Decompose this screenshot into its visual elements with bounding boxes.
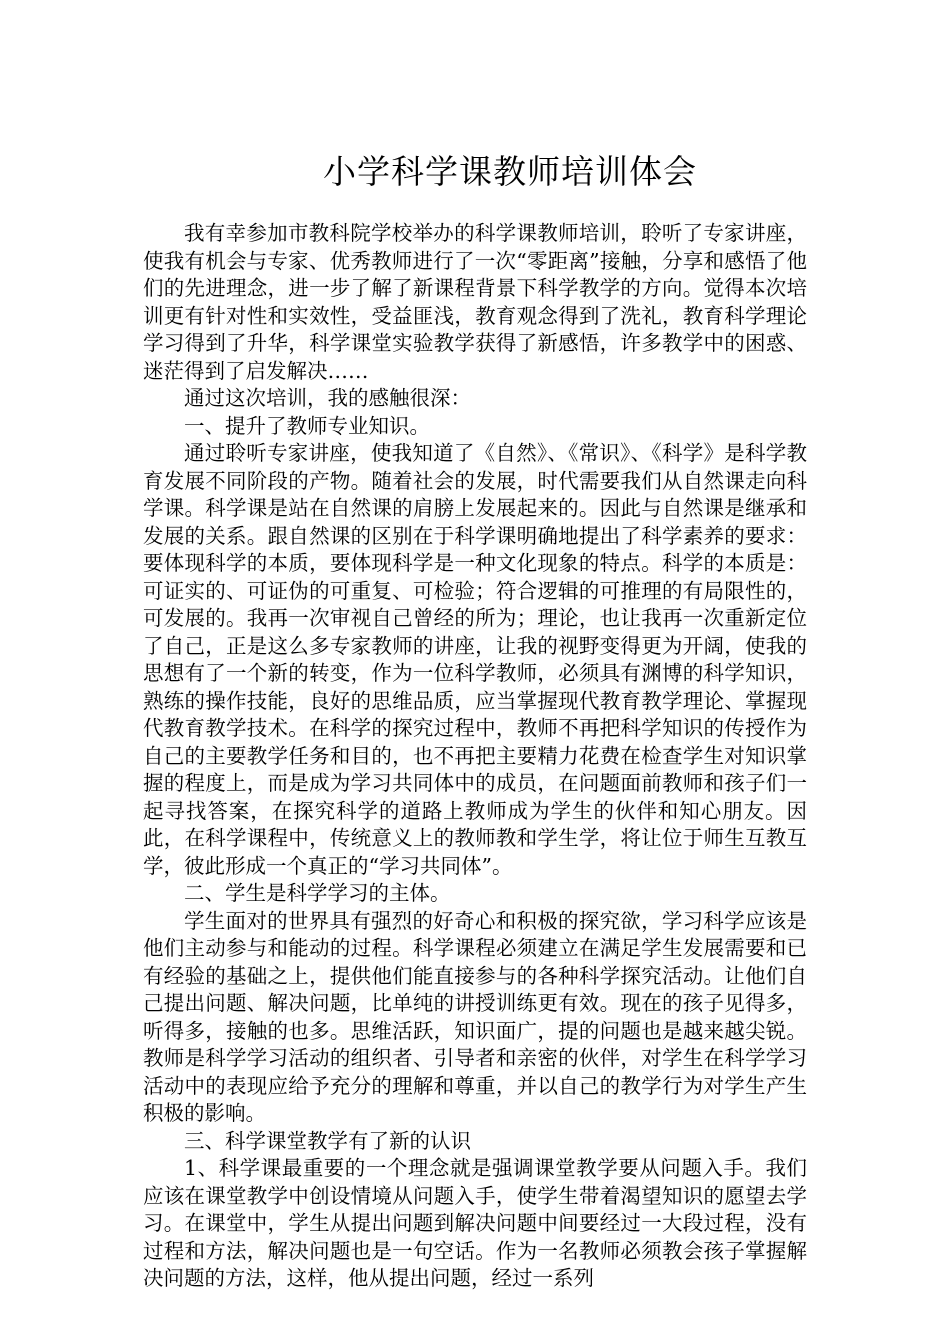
paragraph-section-1: 通过聆听专家讲座，使我知道了《自然》、《常识》、《科学》是科学教育发展不同阶段的产物。随着社会的发展，时代需要我们从自然课走向科学课。科学课是站在自然课的肩膀上发展起来的。因此与自然课是继承和发展的关系。跟自然课的区别在于科学课明确地提出了科学素养的要求：要体现科学的本质，要体现科学是一种文化现象的特点。科学的本质是：可证实的、可证伪的可重复、可检验；符合逻辑的可推理的有局限性的，可发展的。我再一次审视自己曾经的所为；理论，也让我再一次重新定位了自己，正是这么多专家教师的讲座，让我的视野变得更为开阔，使我的思想有了一个新的转变，作为一位科学教师，必须具有渊博的科学知识，熟练的操作技能，良好的思维品质，应当掌握现代教育教学理论、掌握现代教育教学技术。在科学的探究过程中，教师不再把科学知识的传授作为自己的主要教学任务和目的，也不再把主要精力花费在检查学生对知识掌握的程度上，而是成为学习共同体中的成员，在问题面前教师和孩子们一起寻找答案，在探究科学的道路上教师成为学生的伙伴和知心朋友。因此，在科学课程中，传统意义上的教师教和学生学，将让位于师生互教互学，彼此形成一个真正的“学习共同体”。 [143,441,807,878]
section-heading-2: 二、学生是科学学习的主体。 [184,881,451,905]
paragraph-section-2: 学生面对的世界具有强烈的好奇心和积极的探究欲，学习科学应该是他们主动参与和能动的过程。科学课程必须建立在满足学生发展需要和已有经验的基础之上，提供他们能直接参与的各种科学探究活动。让他们自己提出问题、解决问题，比单纯的讲授训练更有效。现在的孩子见得多，听得多，接触的也多。思维活跃，知识面广，提的问题也是越来越尖锐。教师是科学学习活动的组织者、引导者和亲密的伙伴，对学生在科学学习活动中的表现应给予充分的理解和尊重，并以自己的教学行为对学生产生积极的影响。 [143,908,807,1125]
document-body [143,220,807,1293]
paragraph-intro: 我有幸参加市教科院学校举办的科学课教师培训，聆听了专家讲座，使我有机会与专家、优秀教师进行了一次“零距离”接触，分享和感悟了他们的先进理念，进一步了解了新课程背景下科学教学的方向。觉得本次培训更有针对性和实效性，受益匪浅，教育观念得到了洗礼，教育科学理论学习得到了升华，科学课堂实验教学获得了新感悟，许多教学中的困惑、迷茫得到了启发解决…… [143,221,807,383]
section-heading-1: 一、提升了教师专业知识。 [184,413,430,438]
document-title: 小学科学课教师培训体会 [323,152,697,191]
paragraph-feelings: 通过这次培训，我的感触很深： [184,386,471,410]
paragraph-section-3: 1、科学课最重要的一个理念就是强调课堂教学要从问题入手。我们应该在课堂教学中创设情境从问题入手，使学生带着渴望知识的愿望去学习。在课堂中，学生从提出问题到解决问题中间要经过一大段过程，没有过程和方法，解决问题也是一句空话。作为一名教师必须教会孩子掌握解决问题的方法，这样，他从提出问题，经过一系列 [143,1156,807,1290]
section-heading-3: 三、科学课堂教学有了新的认识 [184,1128,471,1153]
